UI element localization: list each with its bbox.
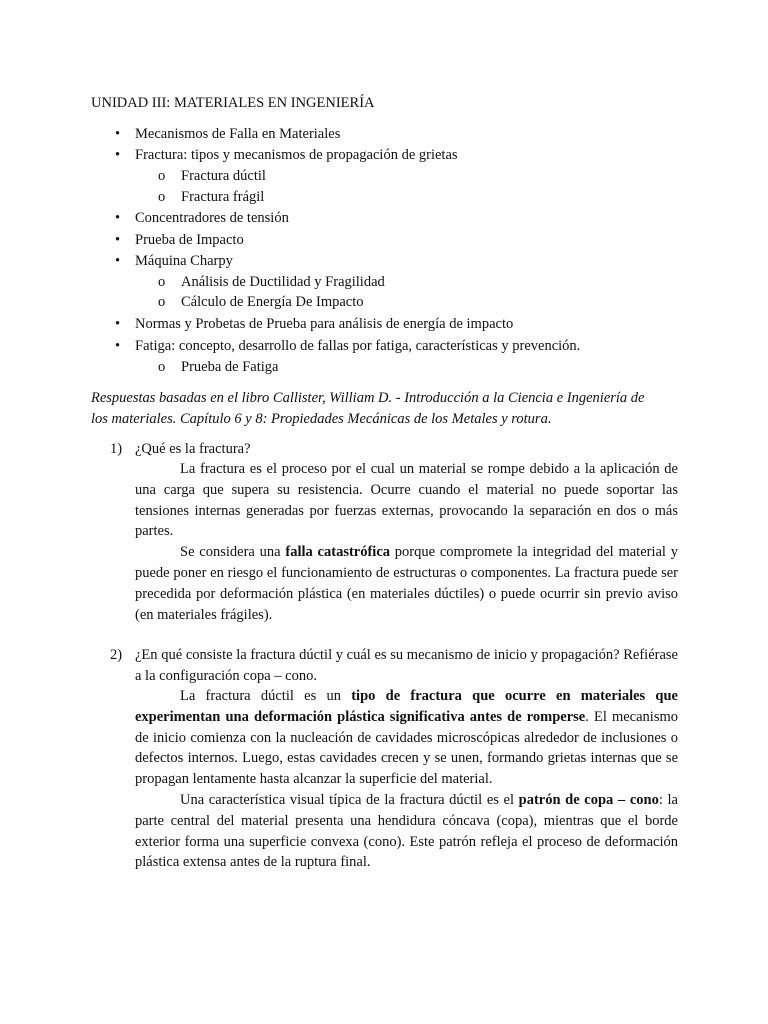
text-run: La fractura dúctil es un xyxy=(180,688,352,704)
bullet-icon: • xyxy=(115,210,121,226)
bold-term: patrón de copa – cono xyxy=(518,791,659,808)
text-run: Se considera una xyxy=(180,544,286,561)
outline-subitem: Análisis de Ductilidad y Fragilidad xyxy=(181,274,385,290)
answer-block xyxy=(135,459,678,625)
answer-paragraph xyxy=(135,790,678,873)
reference-line: Respuestas basadas en el libro Callister, William D. - Introducción a la Ciencia e Ingeniería de xyxy=(91,390,645,406)
bullet-icon: • xyxy=(115,253,121,269)
question-number: 1) xyxy=(110,441,123,457)
outline-item: Máquina Charpy xyxy=(135,253,233,269)
bullet-icon: • xyxy=(115,147,121,163)
reference-note xyxy=(91,388,679,430)
question-number: 2) xyxy=(110,647,123,663)
answer-paragraph xyxy=(135,542,678,625)
bullet-icon: • xyxy=(115,126,121,142)
outline-subitem: Fractura frágil xyxy=(181,189,265,205)
answer-paragraph xyxy=(135,686,678,790)
sub-bullet-icon: o xyxy=(158,189,166,205)
outline-item: Normas y Probetas de Prueba para análisis de energía de impacto xyxy=(135,316,514,332)
outline-subitem: Fractura dúctil xyxy=(181,168,266,184)
sub-bullet-icon: o xyxy=(158,359,166,375)
document-title: UNIDAD III: MATERIALES EN INGENIERÍA xyxy=(91,95,375,111)
bullet-icon: • xyxy=(115,316,121,332)
text-run: : la parte central del material presenta una hendidura cóncava (copa), mientras que el borde exterior forma una superficie convexa (cono). Este patrón refleja el proceso de deformación plástica extensa antes de la ruptura final. xyxy=(135,791,678,871)
bullet-icon: • xyxy=(115,232,121,248)
outline-item: Concentradores de tensión xyxy=(135,210,289,226)
outline-subitem: Cálculo de Energía De Impacto xyxy=(181,294,364,310)
answer-paragraph: La fractura es el proceso por el cual un material se rompe debido a la aplicación de una carga que supera su resistencia. Ocurre cuando el material no puede soportar las tensiones internas generadas por fuerzas externas, provocando la separación en dos o más partes. xyxy=(135,461,678,540)
reference-line: los materiales. Capítulo 6 y 8: Propiedades Mecánicas de los Metales y rotura. xyxy=(91,410,552,427)
bullet-icon: • xyxy=(115,338,121,354)
sub-bullet-icon: o xyxy=(158,294,166,310)
text-run: porque compromete la integridad del material y puede poner en riesgo el funcionamiento de estructuras o componentes. La fractura puede ser precedida por deformación plástica (en materiales dúctiles) o puede ocurrir sin previo aviso (en materiales frágiles). xyxy=(135,544,678,623)
text-run: . El mecanismo de inicio comienza con la nucleación de cavidades microscópicas alrededor de inclusiones o defectos internos. Luego, estas cavidades crecen y se unen, formando grietas internas que se propagan lentamente hasta alcanzar la superficie del material. xyxy=(135,708,678,788)
outline-subitem: Prueba de Fatiga xyxy=(181,359,279,375)
bold-term: falla catastrófica xyxy=(285,544,391,561)
text-run: Una característica visual típica de la fractura dúctil es el xyxy=(180,791,519,808)
answer-block xyxy=(135,686,678,873)
question-text: ¿Qué es la fractura? xyxy=(135,441,251,457)
outline-item: Fatiga: concepto, desarrollo de fallas por fatiga, características y prevención. xyxy=(135,338,581,354)
outline-item: Mecanismos de Falla en Materiales xyxy=(135,126,341,142)
bold-term: tipo de fractura que ocurre en materiales que experimentan una deformación plástica significativa antes de romperse xyxy=(135,688,678,725)
sub-bullet-icon: o xyxy=(158,274,166,290)
outline-item: Prueba de Impacto xyxy=(135,232,244,248)
outline-item: Fractura: tipos y mecanismos de propagación de grietas xyxy=(135,147,458,163)
sub-bullet-icon: o xyxy=(158,168,166,184)
question-text: ¿En qué consiste la fractura dúctil y cuál es su mecanismo de inicio y propagación? Refiérase a la configuración copa – cono. xyxy=(135,647,678,684)
